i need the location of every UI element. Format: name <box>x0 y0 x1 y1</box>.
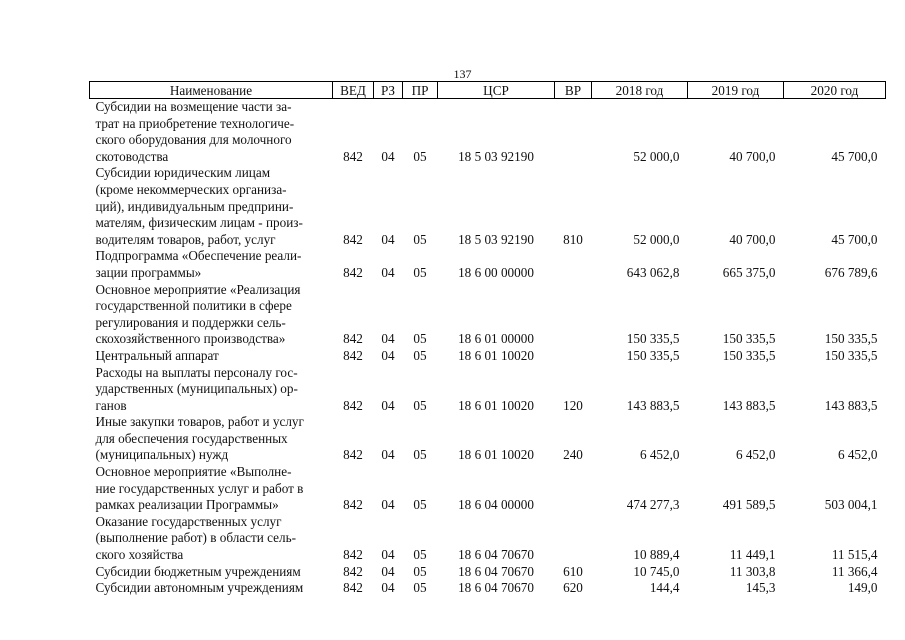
cell-2020: 11 366,4 <box>831 563 878 579</box>
cell-2019: 40 700,0 <box>729 148 776 164</box>
header-vr: ВР <box>555 82 592 99</box>
table-row <box>90 564 886 581</box>
cell-rz: 04 <box>381 347 395 363</box>
cell-2019: 150 335,5 <box>722 331 776 347</box>
cell-ved: 842 <box>343 347 363 363</box>
cell-pr: 05 <box>413 447 427 463</box>
cell-csr: 18 6 01 10020 <box>458 397 534 413</box>
cell-rz: 04 <box>381 563 395 579</box>
cell-name: Подпрограмма «Обеспечение реали- зации программы» <box>95 248 302 280</box>
cell-csr: 18 6 00 00000 <box>458 264 534 280</box>
cell-pr: 05 <box>413 347 427 363</box>
header-pr: ПР <box>403 82 438 99</box>
cell-pr: 05 <box>413 331 427 347</box>
cell-name: Основное мероприятие «Реализация государственной политики в сфере регулирования и поддержки сель- скохозяйственного производства» <box>95 281 301 347</box>
cell-ved: 842 <box>343 148 363 164</box>
cell-2019: 6 452,0 <box>735 447 776 463</box>
cell-pr: 05 <box>413 547 427 563</box>
header-name: Наименование <box>90 82 333 99</box>
cell-2018: 474 277,3 <box>626 497 680 513</box>
table-row <box>90 580 886 597</box>
cell-ved: 842 <box>343 264 363 280</box>
cell-2019: 150 335,5 <box>722 347 776 363</box>
cell-2018: 143 883,5 <box>626 397 680 413</box>
cell-name: Основное мероприятие «Выполне- ние государственных услуг и работ в рамках реализации Программы» <box>95 464 304 513</box>
cell-2020: 676 789,6 <box>824 264 878 280</box>
cell-2018: 643 062,8 <box>626 264 680 280</box>
cell-2018: 144,4 <box>649 580 680 596</box>
cell-2020: 6 452,0 <box>837 447 878 463</box>
cell-name: Иные закупки товаров, работ и услуг для обеспечения государственных (муниципальных) нужд <box>95 414 304 463</box>
table-header-row <box>90 82 886 99</box>
cell-ved: 842 <box>343 231 363 247</box>
cell-rz: 04 <box>381 264 395 280</box>
table-body <box>90 99 886 597</box>
cell-rz: 04 <box>381 148 395 164</box>
cell-rz: 04 <box>381 547 395 563</box>
cell-ved: 842 <box>343 447 363 463</box>
page-number: 137 <box>453 67 472 81</box>
cell-rz: 04 <box>381 331 395 347</box>
cell-2019: 40 700,0 <box>729 231 776 247</box>
cell-csr: 18 6 01 00000 <box>458 331 534 347</box>
cell-csr: 18 6 04 00000 <box>458 497 534 513</box>
cell-csr: 18 6 01 10020 <box>458 447 534 463</box>
cell-vr <box>555 282 592 348</box>
cell-2018: 52 000,0 <box>633 231 680 247</box>
table-row <box>90 464 886 514</box>
cell-2020: 45 700,0 <box>831 231 878 247</box>
header-2020: 2020 год <box>784 82 886 99</box>
cell-vr <box>555 464 592 514</box>
cell-csr: 18 6 04 70670 <box>458 563 534 579</box>
cell-pr: 05 <box>413 264 427 280</box>
cell-2020: 149,0 <box>847 580 878 596</box>
cell-pr: 05 <box>413 497 427 513</box>
cell-pr: 05 <box>413 563 427 579</box>
header-rz: РЗ <box>374 82 403 99</box>
cell-2019: 11 449,1 <box>729 547 776 563</box>
cell-2019: 665 375,0 <box>722 264 776 280</box>
cell-pr: 05 <box>413 397 427 413</box>
cell-rz: 04 <box>381 447 395 463</box>
cell-2020: 150 335,5 <box>824 347 878 363</box>
table-row <box>90 348 886 365</box>
cell-2020: 503 004,1 <box>824 497 878 513</box>
cell-2018: 150 335,5 <box>626 347 680 363</box>
cell-2019: 145,3 <box>745 580 776 596</box>
cell-name: Расходы на выплаты персоналу гос- ударственных (муниципальных) ор- ганов <box>95 364 298 413</box>
cell-2019: 491 589,5 <box>722 497 776 513</box>
header-ved: ВЕД <box>333 82 374 99</box>
cell-ved: 842 <box>343 580 363 596</box>
cell-2020: 11 515,4 <box>831 547 878 563</box>
table-row <box>90 99 886 166</box>
cell-name: Субсидии юридическим лицам (кроме некоммерческих организа- ций), индивидуальным предприни- мателям, физическим лицам - произ- водителям товаров, работ, услуг <box>95 165 303 247</box>
cell-ved: 842 <box>343 563 363 579</box>
cell-rz: 04 <box>381 580 395 596</box>
cell-csr: 18 5 03 92190 <box>458 231 534 247</box>
cell-2018: 150 335,5 <box>626 331 680 347</box>
cell-vr: 610 <box>563 563 583 579</box>
cell-vr: 620 <box>563 580 583 596</box>
cell-pr: 05 <box>413 231 427 247</box>
cell-2019: 143 883,5 <box>722 397 776 413</box>
header-2019: 2019 год <box>688 82 784 99</box>
cell-vr: 810 <box>563 231 583 247</box>
cell-2018: 6 452,0 <box>639 447 680 463</box>
cell-vr <box>555 248 592 281</box>
cell-csr: 18 5 03 92190 <box>458 148 534 164</box>
table-row <box>90 248 886 281</box>
cell-csr: 18 6 01 10020 <box>458 347 534 363</box>
cell-2020: 143 883,5 <box>824 397 878 413</box>
table-row <box>90 414 886 464</box>
cell-vr: 240 <box>563 447 583 463</box>
cell-name: Центральный аппарат <box>95 347 219 363</box>
header-csr: ЦСР <box>438 82 555 99</box>
cell-2018: 52 000,0 <box>633 148 680 164</box>
cell-ved: 842 <box>343 497 363 513</box>
header-2018: 2018 год <box>592 82 688 99</box>
table-row <box>90 365 886 415</box>
cell-ved: 842 <box>343 397 363 413</box>
cell-2020: 45 700,0 <box>831 148 878 164</box>
cell-2018: 10 745,0 <box>633 563 680 579</box>
table-row <box>90 282 886 348</box>
cell-ved: 842 <box>343 331 363 347</box>
cell-pr: 05 <box>413 148 427 164</box>
budget-table <box>89 81 886 597</box>
table-row <box>90 165 886 248</box>
cell-name: Субсидии автономным учреждениям <box>95 580 304 596</box>
cell-name: Оказание государственных услуг (выполнение работ) в области сель- ского хозяйства <box>95 513 296 563</box>
cell-csr: 18 6 04 70670 <box>458 580 534 596</box>
cell-pr: 05 <box>413 580 427 596</box>
cell-rz: 04 <box>381 231 395 247</box>
cell-2019: 11 303,8 <box>729 563 776 579</box>
cell-vr <box>555 514 592 564</box>
table-row <box>90 514 886 564</box>
cell-ved: 842 <box>343 547 363 563</box>
cell-2018: 10 889,4 <box>633 547 680 563</box>
cell-rz: 04 <box>381 397 395 413</box>
cell-rz: 04 <box>381 497 395 513</box>
cell-2020: 150 335,5 <box>824 331 878 347</box>
cell-name: Субсидии на возмещение части за- трат на приобретение технологиче- ского оборудования для молочного скотоводства <box>95 99 295 164</box>
cell-name: Субсидии бюджетным учреждениям <box>95 563 301 579</box>
cell-vr <box>555 348 592 365</box>
cell-vr <box>555 99 592 166</box>
cell-csr: 18 6 04 70670 <box>458 547 534 563</box>
cell-vr: 120 <box>563 397 583 413</box>
